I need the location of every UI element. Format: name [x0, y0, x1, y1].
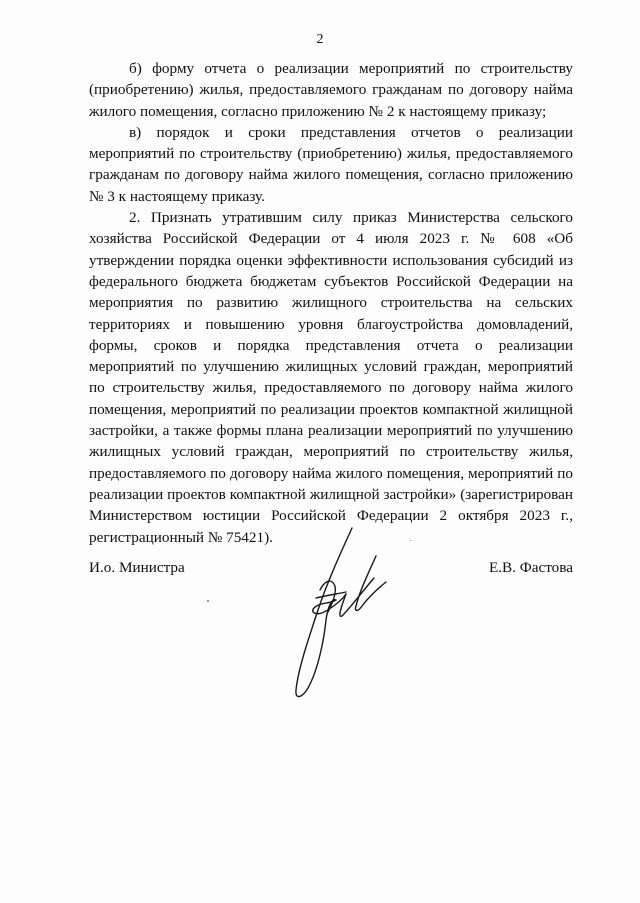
signatory-name: Е.В. Фастова	[488, 559, 573, 576]
scan-speck	[207, 600, 209, 602]
document-body	[89, 58, 573, 548]
scan-speck	[410, 540, 411, 541]
handwritten-signature	[280, 520, 420, 710]
signatory-title: И.о. Министра	[89, 559, 185, 576]
paragraph-report-procedure: в) порядок и сроки представления отчетов о реализации мероприятий по строительству (приобретению) жилья, предоставляемого гражданам по договору найма жилого помещения, согласно приложению № 3 к настоящему приказу.	[89, 123, 573, 205]
paragraph-form-report: б) форму отчета о реализации мероприятий по строительству (приобретению) жилья, предоставляемого гражданам по договору найма жилого помещения, согласно приложению № 2 к настоящему приказу;	[89, 60, 573, 120]
paragraph-repeal-order: 2. Признать утратившим силу приказ Министерства сельского хозяйства Российской Федерации от 4 июля 2023 г. № 608 «Об утверждении порядка оценки эффективности использования субсидий из федерального бюджета бюджетам субъектов Российской Федерации на мероприятия по развитию жилищного строительства на сельских территориях и повышению уровня благоустройства домовладений, формы, сроков и порядка представления отчета о реализации мероприятий по улучшению жилищных условий граждан, мероприятий по строительству жилья, предоставляемого по договору найма жилого помещения, мероприятий по реализации проектов компактной жилищной застройки, а также формы плана реализации мероприятий по улучшению жилищных условий граждан, мероприятий по строительству жилья, предоставляемого по договору найма жилого помещения, мероприятий по реализации проектов компактной жилищной застройки» (зарегистрирован Министерством юстиции Российской Федерации 2 октября 2023 г., регистрационный № 75421).	[89, 209, 573, 546]
page-number: 2	[316, 32, 324, 47]
